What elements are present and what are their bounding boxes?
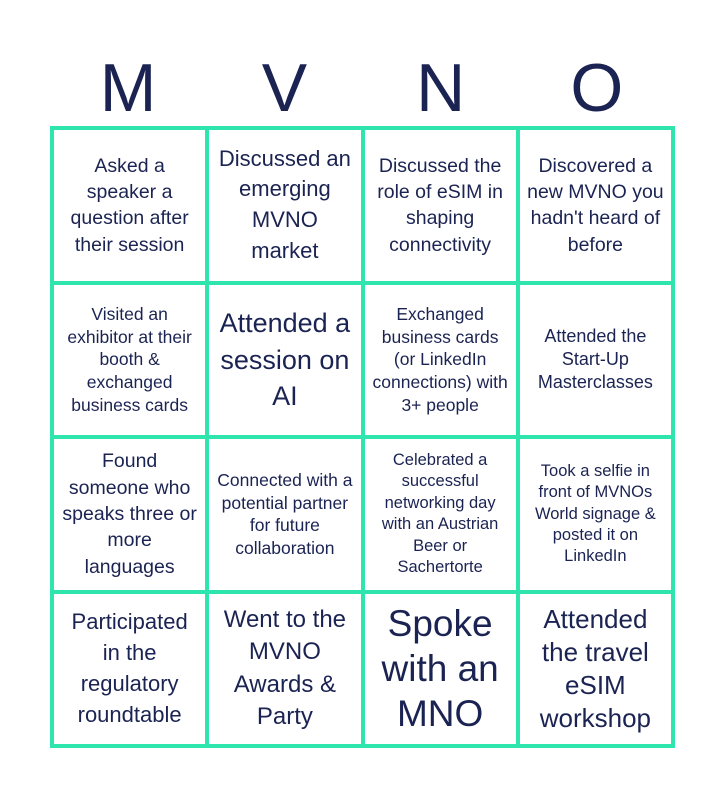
bingo-cell[interactable] [365, 439, 516, 590]
bingo-cell[interactable] [365, 285, 516, 436]
header-letter-v: V [261, 50, 308, 126]
bingo-cell-text: Attended a session on AI [219, 308, 351, 411]
bingo-cell[interactable] [54, 130, 205, 281]
bingo-cell-text: Attended the Start-Up Masterclasses [537, 325, 653, 393]
bingo-cell-text: Spoke with an MNO [381, 603, 499, 735]
bingo-cell-text: Exchanged business cards (or LinkedIn connections) with 3+ people [372, 303, 508, 415]
bingo-cell[interactable] [209, 130, 360, 281]
bingo-cell[interactable] [520, 594, 671, 745]
bingo-cell-text: Took a selfie in front of MVNOs World signage & posted it on LinkedIn [534, 461, 656, 566]
bingo-cell[interactable] [520, 285, 671, 436]
bingo-cell[interactable] [365, 130, 516, 281]
bingo-cell-text: Discussed an emerging MVNO market [218, 145, 351, 264]
bingo-cell-text: Celebrated a successful networking day with an Austrian Beer or Sachertorte [381, 450, 499, 577]
header-letter-m: M [99, 50, 157, 126]
bingo-cell-text: Asked a speaker a question after their session [70, 154, 189, 256]
bingo-cell-text: Connected with a potential partner for future collaboration [217, 469, 353, 558]
bingo-board [50, 126, 675, 748]
bingo-cell-text: Participated in the regulatory roundtable [71, 609, 188, 727]
bingo-header [50, 50, 675, 126]
bingo-cell[interactable] [209, 439, 360, 590]
bingo-cell[interactable] [54, 285, 205, 436]
bingo-cell[interactable] [209, 594, 360, 745]
header-letter-n: N [416, 50, 466, 126]
bingo-cell-text: Discovered a new MVNO you hadn't heard of before [527, 154, 664, 256]
header-letter-o: O [570, 50, 624, 126]
bingo-cell[interactable] [54, 439, 205, 590]
bingo-cell[interactable] [520, 439, 671, 590]
bingo-cell-text: Went to the MVNO Awards & Party [223, 605, 347, 731]
bingo-cell[interactable] [209, 285, 360, 436]
bingo-cell-text: Found someone who speaks three or more languages [62, 450, 197, 578]
bingo-cell-text: Discussed the role of eSIM in shaping connectivity [377, 154, 503, 256]
bingo-cell[interactable] [54, 594, 205, 745]
bingo-cell[interactable] [520, 130, 671, 281]
bingo-cell-text: Visited an exhibitor at their booth & exchanged business cards [67, 303, 192, 415]
bingo-cell[interactable] [365, 594, 516, 745]
bingo-cell-text: Attended the travel eSIM workshop [539, 603, 652, 733]
